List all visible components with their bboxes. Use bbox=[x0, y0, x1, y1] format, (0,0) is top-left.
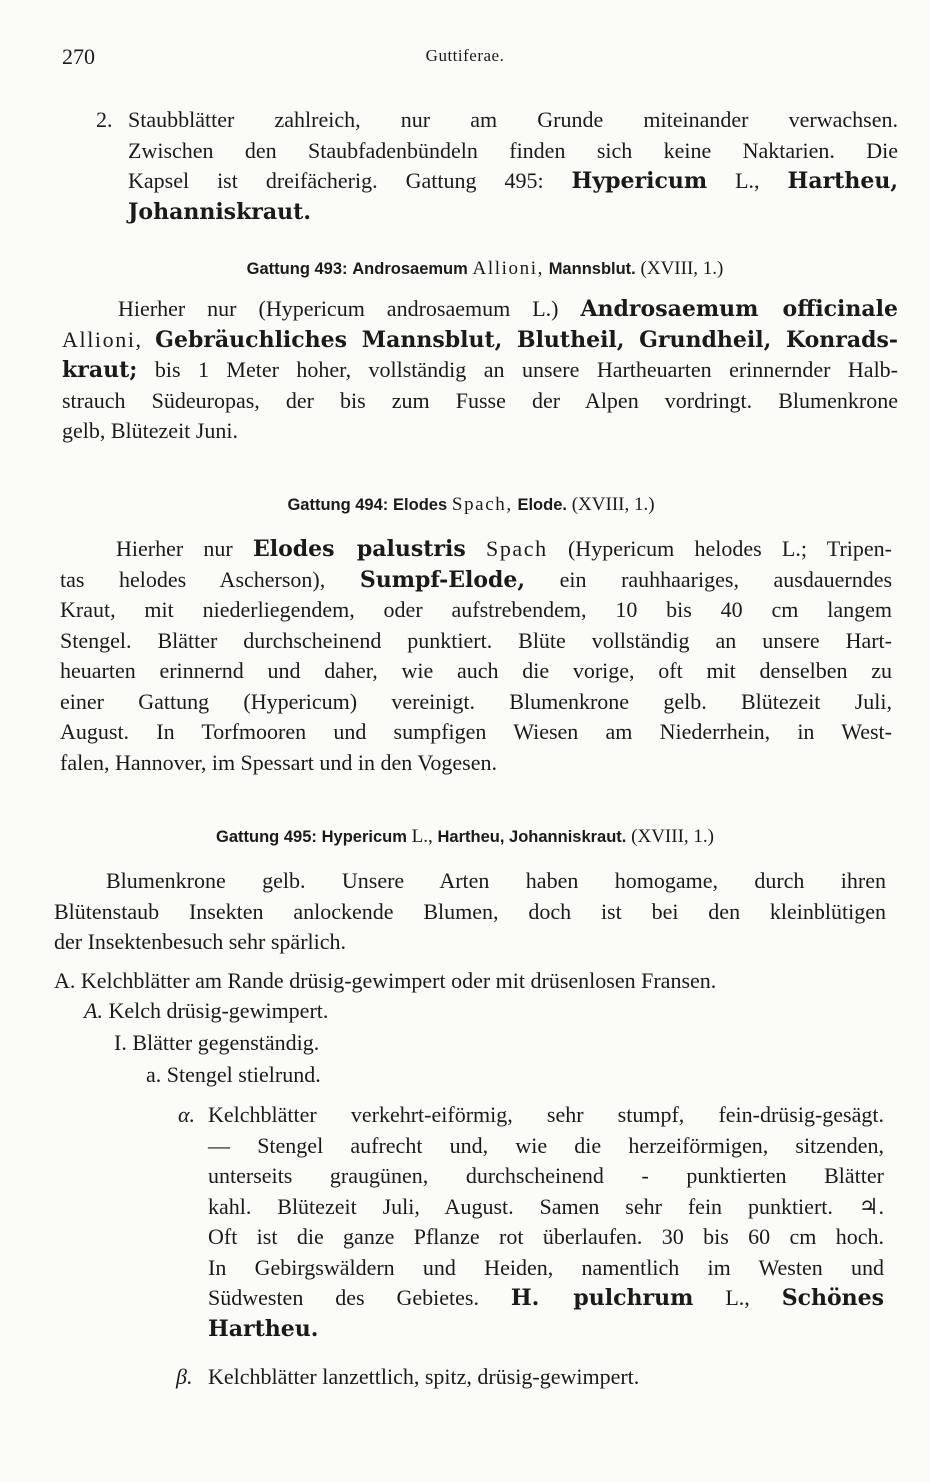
text-line: tas helodes Ascherson), Sumpf-Elode, ein rauhhaariges, ausdauerndes bbox=[60, 566, 893, 593]
key-I: I. Blätter gegenständig. bbox=[114, 1030, 320, 1055]
running-head: Guttiferae. bbox=[425, 46, 505, 65]
text-line: Allioni, Gebräuchliches Mannsblut, Blutheil, Grundheil, Konrads- bbox=[62, 326, 898, 353]
item-number: 2. bbox=[96, 107, 113, 132]
intro-paragraph bbox=[128, 105, 898, 227]
text-line: In Gebirgswäldern und Heiden, namentlich im Westen und bbox=[208, 1254, 884, 1280]
text-line: strauch Südeuropas, der bis zum Fusse der Alpen vordringt. Blumenkrone bbox=[62, 387, 898, 413]
text-line: Hartheu. bbox=[208, 1315, 319, 1342]
text-line: falen, Hannover, im Spessart und in den Vogesen. bbox=[60, 749, 498, 775]
text-line: Hierher nur (Hypericum androsaemum L.) Androsaemum officinale bbox=[118, 296, 898, 322]
text-line: Johanniskraut. bbox=[128, 198, 311, 225]
text-line: Stengel. Blätter durchscheinend punktiert. Blüte vollständig an unsere Hart- bbox=[60, 627, 892, 653]
text-line: Kraut, mit niederliegendem, oder aufstrebendem, 10 bis 40 cm langem bbox=[60, 597, 892, 622]
key-A1: A. Kelch drüsig-gewimpert. bbox=[84, 998, 329, 1023]
text-line: der Insektenbesuch sehr spärlich. bbox=[54, 929, 347, 954]
text-line: kahl. Blütezeit Juli, August. Samen sehr fein punktiert. ♃. bbox=[208, 1193, 884, 1219]
text-line: Kapsel ist dreifächerig. Gattung 495: Hypericum L., Hartheu, bbox=[128, 168, 898, 194]
text-line: Staubblätter zahlreich, nur am Grunde miteinander verwachsen. bbox=[128, 107, 898, 132]
text-line: Kelchblätter verkehrt-eiförmig, sehr stumpf, fein-drüsig-gesägt. bbox=[208, 1102, 884, 1127]
key-A: A. Kelchblätter am Rande drüsig-gewimpert oder mit drüsenlosen Fransen. bbox=[54, 968, 717, 993]
text-line: unterseits graugünen, durchscheinend - punktierten Blätter bbox=[208, 1163, 884, 1188]
paragraph-494 bbox=[60, 534, 892, 778]
key-beta-mark: β. bbox=[176, 1364, 193, 1389]
page-number: 270 bbox=[62, 44, 95, 69]
text-line: Hierher nur Elodes palustris Spach (Hypericum helodes L.; Tripen- bbox=[116, 536, 892, 562]
key-a: a. Stengel stielrund. bbox=[146, 1062, 321, 1087]
key-alpha-text bbox=[208, 1100, 884, 1344]
section-heading-495: Gattung 495: Hypericum L., Hartheu, Johanniskraut. (XVIII, 1.) bbox=[216, 826, 714, 847]
key-alpha-mark: α. bbox=[178, 1102, 196, 1127]
text-line: Blütenstaub Insekten anlockende Blumen, doch ist bei den kleinblütigen bbox=[54, 898, 886, 924]
text-line: einer Gattung (Hypericum) vereinigt. Blumenkrone gelb. Blütezeit Juli, bbox=[60, 688, 892, 714]
text-line: gelb, Blütezeit Juni. bbox=[62, 418, 238, 443]
text-line: Südwesten des Gebietes. H. pulchrum L., Schönes bbox=[208, 1285, 885, 1311]
text-line: Oft ist die ganze Pflanze rot überlaufen. 30 bis 60 cm hoch. bbox=[208, 1224, 884, 1249]
text-line: kraut; bis 1 Meter hoher, vollständig an unsere Hartheuarten erinnernder Halb- bbox=[62, 357, 899, 383]
text-line: — Stengel aufrecht und, wie die herzeiförmigen, sitzenden, bbox=[208, 1132, 884, 1158]
text-line: August. In Torfmooren und sumpfigen Wiesen am Niederrhein, in West- bbox=[60, 719, 892, 744]
section-heading-493: Gattung 493: Androsaemum Allioni, Mannsblut. (XVIII, 1.) bbox=[246, 258, 724, 279]
text-line: heuarten erinnernd und daher, wie auch die vorige, oft mit denselben zu bbox=[60, 658, 892, 683]
paragraph-493 bbox=[62, 294, 898, 447]
text-line: Blumenkrone gelb. Unsere Arten haben homogame, durch ihren bbox=[106, 868, 886, 893]
text-line: Zwischen den Staubfadenbündeln finden sich keine Naktarien. Die bbox=[128, 137, 898, 163]
section-heading-494: Gattung 494: Elodes Spach, Elode. (XVIII, 1.) bbox=[287, 494, 655, 515]
paragraph-495 bbox=[54, 866, 886, 958]
key-beta-text: Kelchblätter lanzettlich, spitz, drüsig-gewimpert. bbox=[208, 1364, 640, 1389]
